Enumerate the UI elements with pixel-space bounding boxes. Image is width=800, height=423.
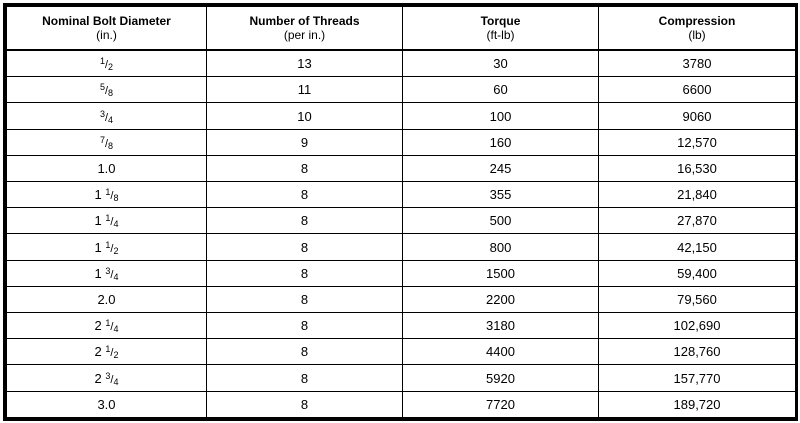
cell-torque: 60: [403, 77, 599, 103]
table-row: [7, 103, 796, 129]
fraction-numerator: 1: [105, 318, 111, 329]
table-row: [7, 365, 796, 391]
fraction-numerator: 1: [105, 344, 111, 355]
diameter-whole: 1: [94, 265, 102, 281]
cell-torque: 2200: [403, 286, 599, 312]
fraction-denominator: 2: [113, 245, 119, 256]
cell-compression: 12,570: [599, 129, 796, 155]
cell-compression: 189,720: [599, 391, 796, 417]
fraction-slash: /: [104, 137, 109, 150]
fraction-denominator: 4: [108, 114, 114, 125]
fraction-numerator: 1: [99, 56, 105, 67]
cell-compression: 9060: [599, 103, 796, 129]
table-row: [7, 234, 796, 260]
cell-threads: 8: [207, 339, 403, 365]
header-diameter-title: Nominal Bolt Diameter: [42, 14, 171, 28]
fraction-denominator: 4: [113, 376, 119, 387]
cell-torque: 30: [403, 50, 599, 77]
cell-compression: 6600: [599, 77, 796, 103]
fraction-denominator: 8: [113, 193, 119, 204]
diameter-whole: 2.0: [97, 291, 116, 307]
cell-diameter: [7, 234, 207, 260]
bolt-torque-table-frame: [3, 3, 798, 421]
cell-torque: 245: [403, 155, 599, 181]
cell-torque: 4400: [403, 339, 599, 365]
diameter-whole: 2: [94, 344, 102, 360]
fraction-numerator: 5: [99, 82, 105, 93]
cell-diameter: [7, 103, 207, 129]
fraction-slash: /: [104, 111, 109, 124]
header-torque: [403, 7, 599, 51]
diameter-whole: 1: [94, 213, 102, 229]
cell-torque: 160: [403, 129, 599, 155]
cell-compression: 79,560: [599, 286, 796, 312]
fraction-slash: /: [110, 242, 114, 255]
header-compression: [599, 7, 796, 51]
cell-torque: 5920: [403, 365, 599, 391]
header-diameter-unit: (in.): [96, 28, 117, 42]
table-row: [7, 50, 796, 77]
cell-compression: 21,840: [599, 182, 796, 208]
cell-diameter: [7, 313, 207, 339]
fraction-denominator: 4: [113, 219, 119, 230]
cell-threads: 8: [207, 313, 403, 339]
fraction-numerator: 3: [99, 108, 105, 119]
diameter-whole: 1: [94, 239, 102, 255]
cell-compression: 128,760: [599, 339, 796, 365]
table-row: [7, 391, 796, 417]
diameter-whole: 2: [94, 370, 102, 386]
table-row: [7, 129, 796, 155]
fraction-denominator: 8: [108, 140, 114, 151]
cell-diameter: [7, 391, 207, 417]
cell-compression: 42,150: [599, 234, 796, 260]
table-body: [7, 50, 796, 418]
cell-diameter: [7, 77, 207, 103]
cell-compression: 27,870: [599, 208, 796, 234]
cell-diameter: [7, 50, 207, 77]
table-row: [7, 182, 796, 208]
fraction-denominator: 2: [108, 62, 114, 73]
cell-diameter: [7, 260, 207, 286]
cell-diameter: [7, 155, 207, 181]
fraction-numerator: 1: [105, 239, 111, 250]
cell-compression: 16,530: [599, 155, 796, 181]
cell-threads: 8: [207, 208, 403, 234]
header-torque-title: Torque: [480, 14, 521, 28]
header-row: [7, 7, 796, 51]
diameter-whole: 2: [94, 318, 102, 334]
fraction-numerator: 3: [105, 265, 111, 276]
cell-torque: 500: [403, 208, 599, 234]
diameter-whole: 1: [94, 187, 102, 203]
cell-diameter: [7, 365, 207, 391]
header-compression-unit: (lb): [688, 28, 706, 42]
cell-torque: 355: [403, 182, 599, 208]
table-header: [7, 7, 796, 51]
fraction-denominator: 4: [113, 271, 119, 282]
table-row: [7, 260, 796, 286]
cell-threads: 8: [207, 365, 403, 391]
cell-diameter: [7, 286, 207, 312]
fraction-slash: /: [110, 268, 114, 281]
header-diameter: [7, 7, 207, 51]
cell-torque: 7720: [403, 391, 599, 417]
cell-torque: 1500: [403, 260, 599, 286]
header-threads-title: Number of Threads: [249, 14, 360, 28]
table-row: [7, 155, 796, 181]
cell-torque: 800: [403, 234, 599, 260]
cell-threads: 8: [207, 182, 403, 208]
fraction-slash: /: [110, 190, 114, 203]
header-torque-unit: (ft-lb): [486, 28, 515, 42]
table-row: [7, 208, 796, 234]
table-row: [7, 286, 796, 312]
fraction-denominator: 8: [108, 88, 114, 99]
cell-compression: 3780: [599, 50, 796, 77]
cell-diameter: [7, 208, 207, 234]
cell-compression: 102,690: [599, 313, 796, 339]
cell-diameter: [7, 339, 207, 365]
cell-threads: 13: [207, 50, 403, 77]
cell-threads: 11: [207, 77, 403, 103]
cell-threads: 8: [207, 155, 403, 181]
fraction-numerator: 7: [99, 134, 105, 145]
table-row: [7, 77, 796, 103]
header-compression-title: Compression: [658, 14, 736, 28]
fraction-slash: /: [110, 347, 114, 360]
cell-torque: 100: [403, 103, 599, 129]
diameter-whole: 3.0: [97, 396, 116, 412]
header-threads: [207, 7, 403, 51]
cell-threads: 10: [207, 103, 403, 129]
fraction-slash: /: [104, 59, 109, 72]
fraction-numerator: 1: [105, 213, 111, 224]
fraction-numerator: 1: [105, 187, 111, 198]
cell-threads: 8: [207, 391, 403, 417]
cell-threads: 9: [207, 129, 403, 155]
cell-threads: 8: [207, 260, 403, 286]
fraction-slash: /: [104, 85, 109, 98]
cell-torque: 3180: [403, 313, 599, 339]
cell-diameter: [7, 129, 207, 155]
fraction-numerator: 3: [105, 370, 111, 381]
fraction-slash: /: [110, 216, 114, 229]
cell-compression: 157,770: [599, 365, 796, 391]
cell-diameter: [7, 182, 207, 208]
diameter-whole: 1.0: [97, 160, 116, 176]
table-row: [7, 339, 796, 365]
cell-threads: 8: [207, 286, 403, 312]
fraction-slash: /: [110, 321, 114, 334]
table-row: [7, 313, 796, 339]
fraction-denominator: 4: [113, 324, 119, 335]
header-threads-unit: (per in.): [283, 28, 326, 42]
cell-compression: 59,400: [599, 260, 796, 286]
cell-threads: 8: [207, 234, 403, 260]
fraction-denominator: 2: [113, 350, 119, 361]
fraction-slash: /: [110, 373, 114, 386]
bolt-torque-table: [6, 6, 796, 418]
